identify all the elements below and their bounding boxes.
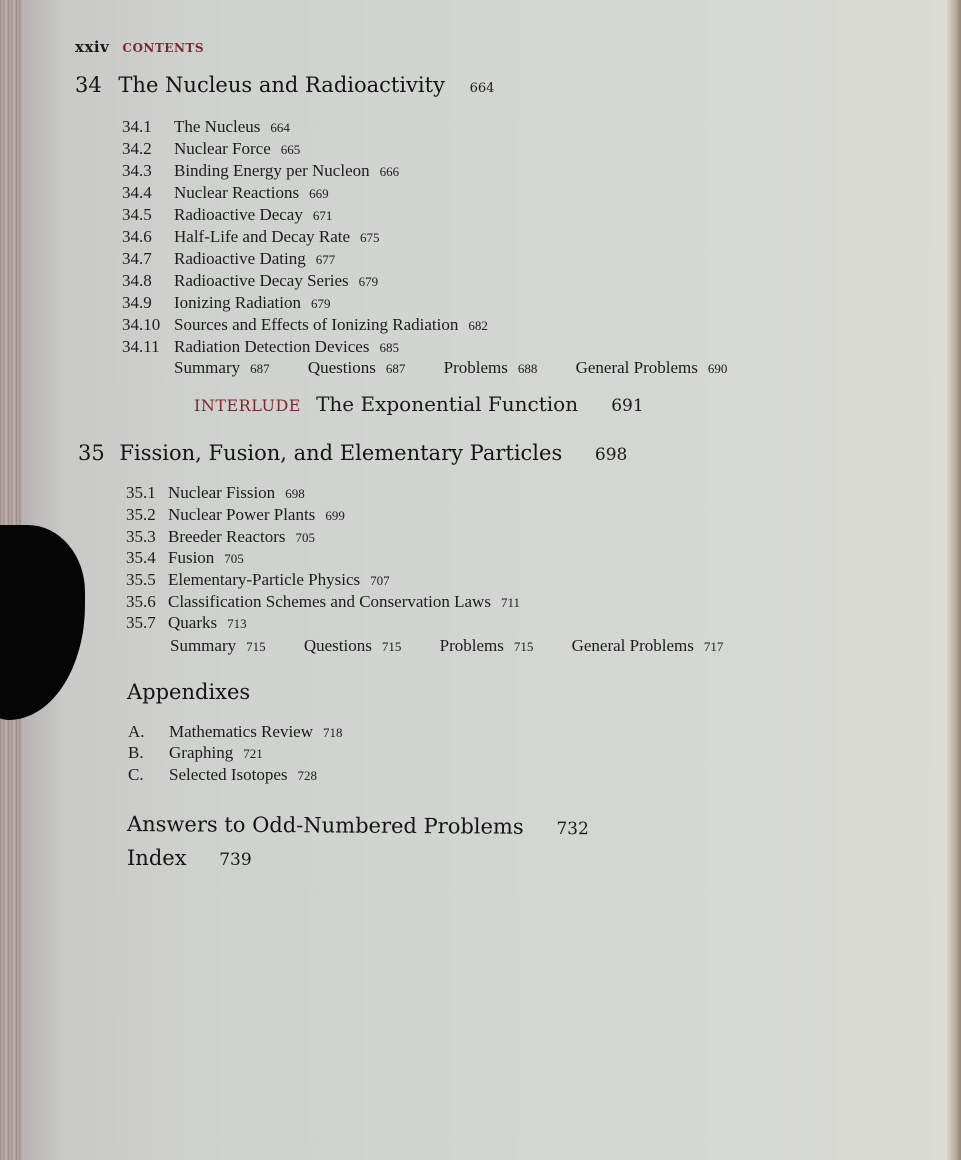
section-title: Sources and Effects of Ionizing Radiation [174, 315, 459, 334]
section-page: 705 [224, 551, 244, 566]
end-matter-questions[interactable]: Questions 687 [307, 358, 406, 377]
section-title: Nuclear Reactions [174, 183, 300, 202]
section-title: Radioactive Decay [174, 205, 303, 224]
section-number: 34.2 [122, 139, 152, 158]
section-title: Nuclear Power Plants [168, 505, 316, 524]
toc-entry[interactable] [122, 139, 300, 159]
section-number: 34.9 [122, 293, 152, 312]
section-number: 34.11 [122, 337, 160, 356]
toc-entry[interactable] [122, 293, 331, 313]
section-number: 34.7 [122, 249, 152, 268]
appendixes-heading: Appendixes [127, 680, 251, 704]
page-numeral: xxiv [75, 38, 110, 56]
appendix-title: Selected Isotopes [169, 765, 288, 784]
end-matter-row [174, 358, 727, 378]
section-page: 711 [500, 595, 520, 610]
thumb-shadow [0, 525, 85, 720]
chapter-number: 34 [75, 73, 102, 97]
section-number: 35.2 [126, 505, 156, 524]
section-title: Radiation Detection Devices [174, 337, 370, 356]
index-page: 739 [219, 850, 252, 870]
section-page: 705 [295, 530, 316, 545]
toc-entry[interactable] [122, 315, 488, 335]
section-title: Nuclear Force [174, 139, 271, 158]
appendix-page: 718 [323, 725, 343, 740]
section-number: 34.5 [122, 205, 152, 224]
section-page: 699 [325, 508, 345, 523]
toc-entry[interactable] [122, 183, 329, 203]
end-matter-summary[interactable]: Summary 687 [174, 358, 270, 377]
toc-entry[interactable] [122, 227, 380, 247]
appendix-page: 728 [297, 768, 317, 783]
section-page: 666 [379, 164, 400, 179]
toc-entry[interactable] [122, 249, 335, 269]
chapter-heading[interactable] [78, 441, 627, 465]
index-title: Index [127, 846, 187, 870]
toc-entry[interactable] [122, 205, 332, 225]
appendix-title: Graphing [169, 743, 234, 762]
index-entry[interactable] [127, 846, 252, 870]
section-page: 677 [315, 252, 336, 267]
end-matter-general-problems[interactable]: General Problems 717 [571, 636, 724, 655]
toc-entry[interactable] [126, 548, 244, 568]
section-page: 675 [360, 230, 380, 245]
section-page: 698 [285, 486, 305, 501]
toc-entry[interactable] [126, 570, 390, 590]
section-page: 664 [270, 120, 290, 135]
section-title: Binding Energy per Nucleon [174, 161, 370, 180]
header-label: CONTENTS [122, 41, 205, 55]
section-page: 671 [312, 208, 333, 223]
section-title: Elementary-Particle Physics [168, 570, 361, 589]
section-number: 35.6 [126, 592, 156, 611]
appendix-letter: A. [128, 722, 145, 741]
section-number: 35.7 [126, 613, 156, 632]
toc-entry[interactable] [122, 117, 290, 137]
toc-entry[interactable] [122, 271, 378, 291]
answers-page: 732 [556, 818, 589, 840]
toc-entry[interactable] [122, 161, 399, 181]
running-header [75, 37, 204, 56]
end-matter-summary[interactable]: Summary 715 [170, 636, 266, 655]
section-title: Ionizing Radiation [174, 293, 302, 312]
interlude-label: INTERLUDE [194, 396, 301, 415]
end-matter-questions[interactable]: Questions 715 [303, 636, 402, 655]
appendix-letter: B. [128, 743, 144, 762]
section-page: 713 [227, 616, 247, 631]
section-number: 35.1 [126, 483, 156, 502]
section-number: 34.1 [122, 117, 152, 136]
end-matter-problems[interactable]: Problems 688 [443, 358, 538, 377]
toc-entry[interactable] [122, 337, 399, 357]
chapter-title: Fission, Fusion, and Elementary Particles [119, 441, 563, 465]
section-page: 665 [280, 142, 301, 157]
section-number: 35.4 [126, 548, 156, 567]
section-number: 35.5 [126, 570, 156, 589]
section-page: 679 [311, 296, 331, 311]
appendix-entry[interactable] [128, 722, 343, 742]
end-matter-problems[interactable]: Problems 715 [439, 636, 534, 655]
interlude-title: The Exponential Function [316, 392, 579, 416]
toc-entry[interactable] [126, 505, 345, 525]
toc-entry[interactable] [126, 483, 305, 503]
section-title: Breeder Reactors [168, 527, 286, 546]
section-page: 685 [379, 340, 399, 355]
section-title: Radioactive Dating [174, 249, 306, 268]
chapter-number: 35 [78, 441, 105, 465]
appendix-entry[interactable] [128, 743, 263, 763]
page-edge [947, 0, 961, 1160]
interlude-page: 691 [611, 396, 644, 416]
section-title: Nuclear Fission [168, 483, 276, 502]
section-number: 34.10 [122, 315, 161, 334]
end-matter-row [170, 636, 723, 656]
end-matter-general-problems[interactable]: General Problems 690 [575, 358, 728, 377]
section-number: 34.4 [122, 183, 152, 202]
section-number: 34.8 [122, 271, 152, 290]
section-page: 679 [358, 274, 379, 289]
section-title: Fusion [168, 548, 215, 567]
appendix-letter: C. [128, 765, 144, 784]
answers-title: Answers to Odd-Numbered Problems [126, 812, 524, 839]
section-number: 34.6 [122, 227, 152, 246]
section-title: Half-Life and Decay Rate [174, 227, 351, 246]
appendix-entry[interactable] [128, 765, 317, 785]
toc-entry[interactable] [126, 613, 247, 633]
section-title: Radioactive Decay Series [174, 271, 349, 290]
interlude-entry[interactable] [194, 392, 644, 416]
section-page: 669 [309, 186, 329, 201]
chapter-page: 698 [594, 445, 628, 465]
section-title: Quarks [168, 613, 218, 632]
chapter-heading[interactable] [75, 73, 494, 97]
appendix-title: Mathematics Review [169, 722, 313, 741]
answers-entry[interactable] [127, 812, 589, 839]
section-page: 707 [370, 573, 390, 588]
section-number: 35.3 [126, 527, 156, 546]
section-number: 34.3 [122, 161, 152, 180]
chapter-title: The Nucleus and Radioactivity [118, 73, 445, 97]
toc-entry[interactable] [126, 527, 315, 547]
section-title: Classification Schemes and Conservation Laws [168, 592, 491, 611]
section-title: The Nucleus [174, 117, 261, 136]
toc-entry[interactable] [126, 592, 520, 612]
chapter-page: 664 [469, 81, 495, 96]
section-page: 682 [468, 318, 488, 333]
appendix-page: 721 [243, 746, 263, 761]
